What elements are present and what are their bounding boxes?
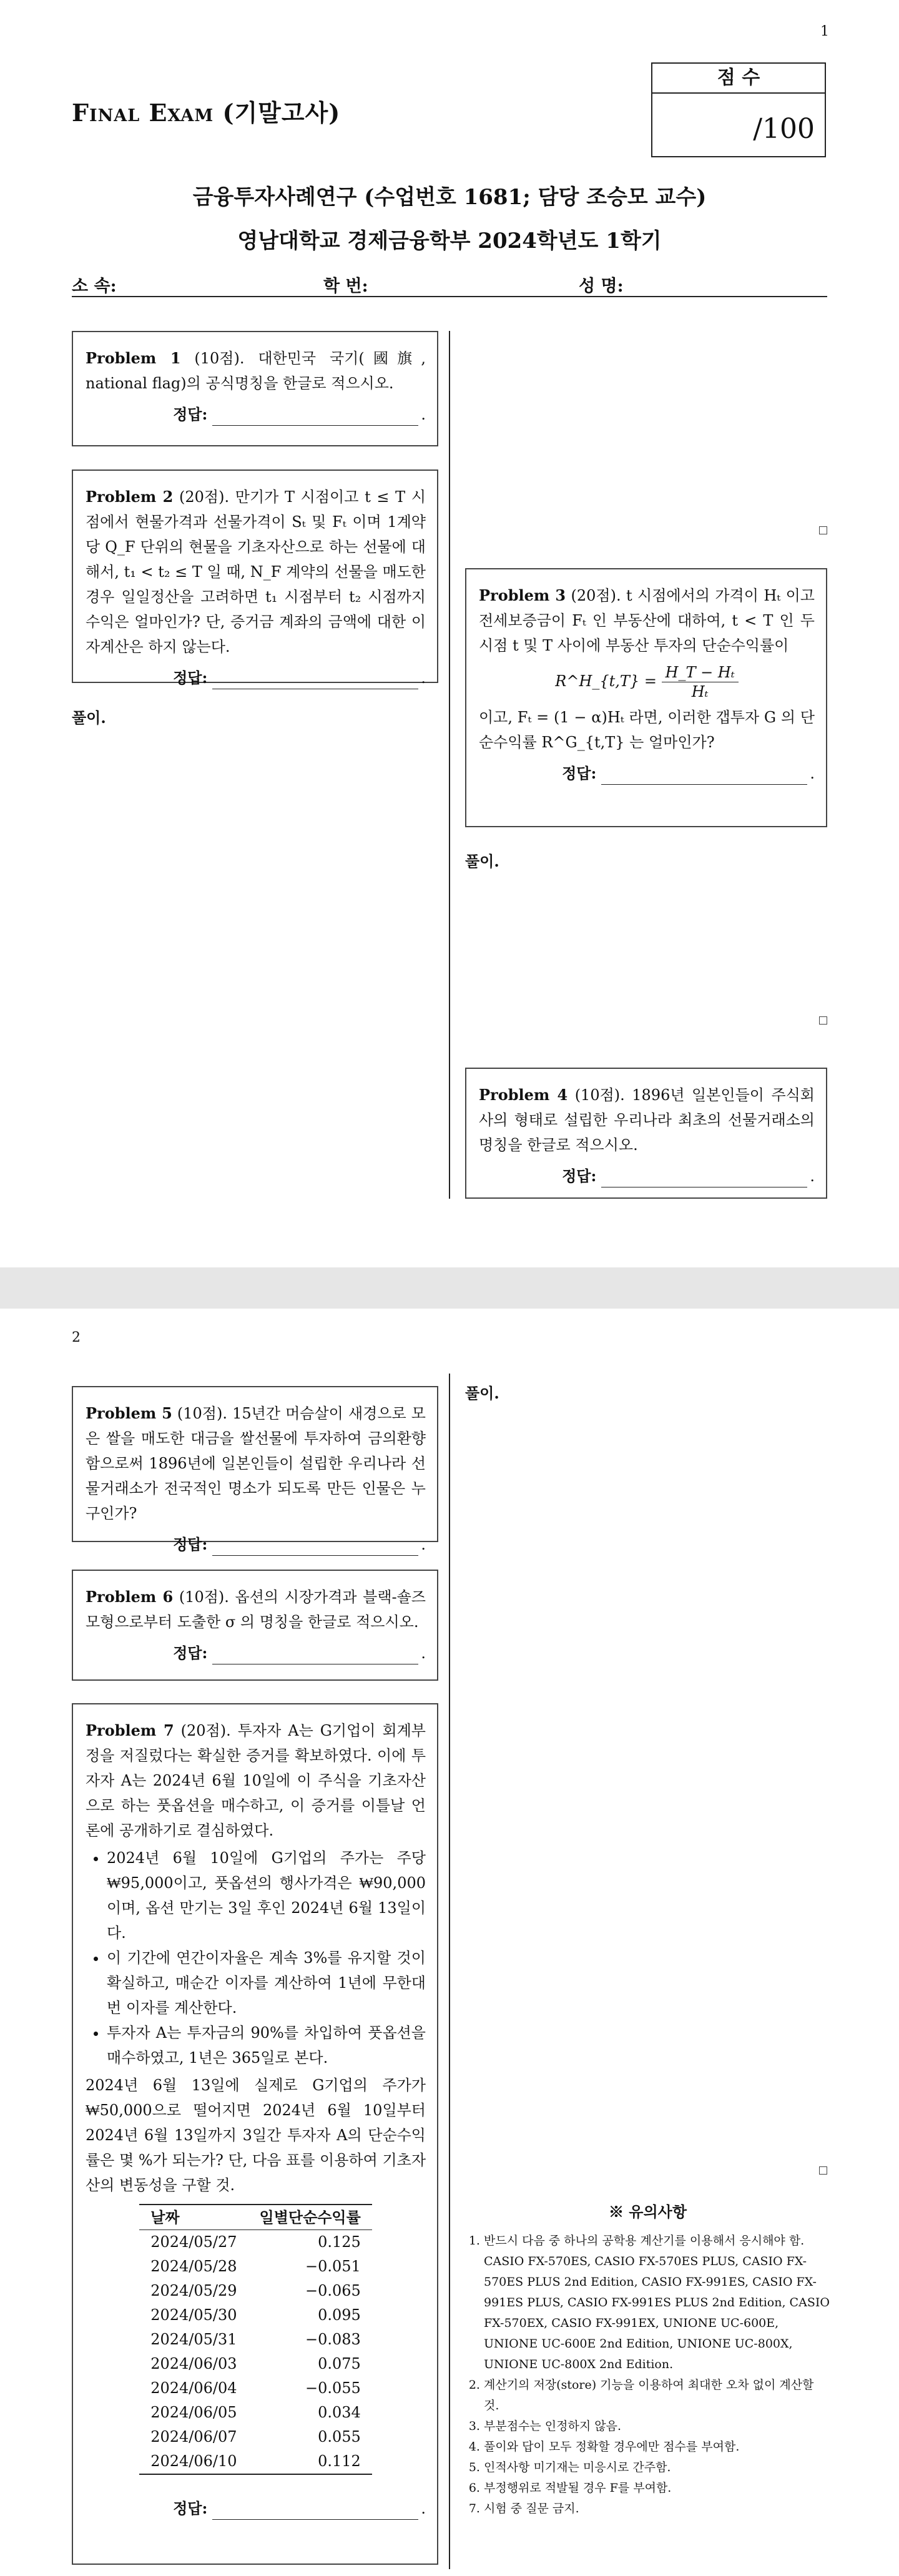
course-subtitle: 영남대학교 경제금융학부 2024학년도 1학기 — [237, 229, 662, 253]
table-row — [139, 2254, 372, 2279]
problem-7-points: (20점). — [180, 1722, 231, 1739]
problem-5-text: 15년간 머슴살이 새경으로 모은 쌀을 매도한 대금을 쌀선물에 투자하여 금의환향함으로써 1896년에 일본인들이 설립한 우리나라 선물거래소가 전국적인 명소가 되도록 만든 인물은 누구인가? — [86, 1405, 426, 1522]
table-row — [139, 2328, 372, 2352]
course-title: 금융투자사례연구 (수업번호 1681; 담당 조승모 교수) — [192, 185, 707, 210]
student-id-label: 학 번: — [323, 277, 368, 296]
return-cell: 0.095 — [318, 2306, 361, 2324]
problem-1-points: (10점). — [194, 350, 245, 367]
note-item: 1. 반드시 다음 중 하나의 공학용 계산기를 이용해서 응시해야 함. CASIO FX-570ES, CASIO FX-570ES PLUS, CASIO FX-570ES PLUS 2nd Edition, CASIO FX-991ES, CASIO FX-991ES PLUS, CASIO FX-991ES PLUS 2nd Edition, CASIO FX-570EX, CASIO FX-991EX, UNIONE UC-600E, UNIONE UC-600E 2nd Edition, UNIONE UC-800X, UNIONE UC-800X 2nd Edition. — [484, 2231, 830, 2375]
condition-item: • 2024년 6월 10일에 G기업의 주가는 주당 ₩95,000이고, 풋옵션의 행사가격은 ₩90,000이며, 옵션 만기는 3일 후인 2024년 6월 13일이다. — [107, 1846, 426, 1945]
table-row — [139, 2401, 372, 2425]
exam-notes — [465, 2201, 830, 2519]
name-label: 성 명: — [579, 277, 624, 296]
date-cell: 2024/06/10 — [139, 2449, 248, 2474]
problem-3-title: Problem 3 — [479, 586, 566, 604]
problem-7-conditions — [86, 1846, 426, 2070]
answer-line[interactable] — [212, 406, 418, 426]
date-cell: 2024/05/29 — [150, 2282, 237, 2299]
problem-3-formula — [479, 663, 815, 701]
problem-3-text: t 시점에서의 가격이 Hₜ 이고 전세보증금이 Fₜ 인 부동산에 대하여, t < T 인 두 시점 t 및 T 사이에 부동산 투자의 단순수익률이 — [479, 587, 815, 654]
problem-4-box — [465, 1068, 827, 1199]
return-cell: 0.075 — [318, 2355, 361, 2372]
return-cell: −0.055 — [305, 2379, 361, 2397]
notes-list — [465, 2231, 830, 2519]
problem-6-title: Problem 6 — [86, 1588, 174, 1606]
notes-title: ※ 유의사항 — [608, 2203, 687, 2221]
problem-7-title: Problem 7 — [86, 1721, 174, 1739]
return-cell: 0.125 — [318, 2233, 361, 2251]
table-row — [139, 2230, 372, 2255]
answer-line[interactable] — [212, 2500, 418, 2520]
note-item: 7. 시험 중 질문 금지. — [484, 2499, 830, 2519]
problem-3-text-after: 이고, Fₜ = (1 − α)Hₜ 라면, 이러한 갭투자 G 의 단순수익률 R^G_{t,T} 는 얼마인가? — [479, 709, 815, 751]
exam-page-1 — [0, 0, 899, 1267]
problem-5-box — [72, 1386, 438, 1553]
solution-label: 풀이. — [465, 852, 499, 870]
answer-field: 정답: . — [86, 2497, 426, 2520]
date-cell: 2024/05/30 — [150, 2306, 237, 2324]
return-cell: 0.055 — [318, 2428, 361, 2446]
table-row — [139, 2425, 372, 2449]
table-row — [139, 2449, 372, 2474]
formula-lhs: R^H_{t,T} = — [555, 672, 657, 690]
answer-label: 정답: — [173, 405, 208, 423]
return-cell: 0.034 — [318, 2404, 361, 2421]
problem-7-question: 2024년 6월 13일에 실제로 G기업의 주가가 ₩50,000으로 떨어지면 2024년 6월 10일부터 2024년 6월 13일까지 3일간 투자자 A의 단순수익률은 몇 %가 되는가? 단, 다음 표를 이용하여 기초자산의 변동성을 구할 것. — [86, 2077, 426, 2194]
problem-6-points: (10점). — [179, 1588, 229, 1606]
answer-label: 정답: — [173, 1644, 208, 1662]
answer-field: 정답: . — [86, 403, 426, 426]
answer-line[interactable] — [212, 1536, 418, 1556]
problem-7-box — [72, 1703, 438, 2565]
problem-3-points: (20점). — [571, 587, 621, 604]
answer-label: 정답: — [562, 1167, 597, 1185]
answer-label: 정답: — [173, 2499, 208, 2517]
date-cell: 2024/05/27 — [150, 2233, 237, 2251]
problem-2-box — [72, 469, 438, 687]
problem-3-box — [465, 568, 827, 827]
note-item: 2. 계산기의 저장(store) 기능을 이용하여 최대한 오차 없이 계산할 것. — [484, 2375, 830, 2416]
problem-6-box — [72, 1570, 438, 1681]
problem-1-title: Problem 1 — [86, 349, 181, 367]
date-column-header: 날짜 — [139, 2205, 248, 2230]
checkbox-marker — [819, 1016, 827, 1025]
date-cell: 2024/06/07 — [150, 2428, 237, 2446]
answer-field: 정답: . — [86, 667, 426, 689]
answer-field: 정답: . — [86, 1533, 426, 1556]
score-value: /100 — [753, 113, 815, 145]
exam-page-2 — [0, 1309, 899, 2576]
table-row — [139, 2352, 372, 2376]
problem-6-text: 옵션의 시장가격과 블랙-숄즈 모형으로부터 도출한 σ 의 명칭을 한글로 적으시오. — [86, 1588, 426, 1631]
checkbox-marker — [819, 2166, 827, 2175]
return-cell: −0.051 — [305, 2258, 361, 2275]
date-cell: 2024/06/04 — [150, 2379, 237, 2397]
answer-label: 정답: — [173, 1535, 208, 1553]
column-divider — [449, 1374, 450, 2569]
note-item: 4. 풀이와 답이 모두 정확할 경우에만 점수를 부여함. — [484, 2437, 830, 2457]
column-divider — [449, 331, 450, 1199]
problem-2-text: 만기가 T 시점이고 t ≤ T 시점에서 현물가격과 선물가격이 Sₜ 및 Fₜ 이며 1계약당 Q_F 단위의 현물을 기초자산으로 하는 선물에 대해서, t₁ < t₂ ≤ T 일 때, N_F 계약의 선물을 매도한 경우 일일정산을 고려하면 t₁ 시점부터 t₂ 시점까지 수익은 얼마인가? 단, 증거금 계좌의 금액에 대한 이자계산은 하지 않는다. — [86, 488, 426, 656]
table-row — [139, 2279, 372, 2303]
note-item: 5. 인적사항 미기재는 미응시로 간주함. — [484, 2457, 830, 2478]
problem-4-text: 1896년 일본인들이 주식회사의 형태로 설립한 우리나라 최초의 선물거래소의 명칭을 한글로 적으시오. — [479, 1086, 815, 1154]
page-number: 1 — [820, 24, 829, 39]
score-label: 점 수 — [652, 64, 825, 94]
problem-2-title: Problem 2 — [86, 488, 174, 506]
affiliation-label: 소 속: — [72, 277, 117, 296]
condition-item: • 이 기간에 연간이자율은 계속 3%를 유지할 것이 확실하고, 매순간 이자를 계산하여 1년에 무한대번 이자를 계산한다. — [107, 1945, 426, 2020]
return-column-header: 일별단순수익률 — [248, 2205, 372, 2230]
problem-5-title: Problem 5 — [86, 1404, 172, 1422]
problem-5-points: (10점). — [177, 1405, 227, 1422]
problem-7-intro: 투자자 A는 G기업이 회계부정을 저질렀다는 확실한 증거를 확보하였다. 이에 투자자 A는 2024년 6월 10일에 이 주식을 기초자산으로 하는 풋옵션을 매수하고, 이 증거를 이틀날 언론에 공개하기로 결심하였다. — [86, 1722, 426, 1839]
formula-denominator: Hₜ — [691, 683, 709, 701]
problem-1-text: 대한민국 국기(國旗, national flag)의 공식명칭을 한글로 적으시오. — [86, 350, 426, 392]
note-item: 6. 부정행위로 적발될 경우 F를 부여함. — [484, 2478, 830, 2499]
date-cell: 2024/06/03 — [150, 2355, 237, 2372]
table-header-row — [139, 2205, 372, 2230]
answer-label: 정답: — [562, 764, 597, 782]
solution-label: 풀이. — [465, 1384, 499, 1402]
answer-line[interactable] — [601, 1168, 807, 1187]
return-cell: 0.112 — [248, 2449, 372, 2474]
answer-line[interactable] — [601, 765, 807, 785]
answer-field: 정답: . — [86, 1642, 426, 1664]
note-item: 3. 부분점수는 인정하지 않음. — [484, 2416, 830, 2437]
return-cell: −0.083 — [305, 2331, 361, 2348]
checkbox-marker — [819, 526, 827, 534]
answer-field: 정답: . — [479, 762, 815, 785]
answer-line[interactable] — [212, 1645, 418, 1664]
problem-2-points: (20점). — [179, 488, 230, 506]
date-cell: 2024/05/28 — [150, 2258, 237, 2275]
solution-label: 풀이. — [72, 709, 106, 727]
returns-table — [139, 2204, 372, 2475]
condition-item: • 투자자 A는 투자금의 90%를 차입하여 풋옵션을 매수하였고, 1년은 365일로 본다. — [107, 2020, 426, 2070]
table-row — [139, 2303, 372, 2328]
date-cell: 2024/05/31 — [150, 2331, 237, 2348]
problem-1-box — [72, 331, 438, 446]
return-cell: −0.065 — [305, 2282, 361, 2299]
date-cell: 2024/06/05 — [150, 2404, 237, 2421]
table-row — [139, 2376, 372, 2401]
problem-4-points: (10점). — [574, 1086, 625, 1104]
student-info-row — [72, 270, 827, 297]
score-box — [651, 62, 826, 157]
answer-field: 정답: . — [479, 1165, 815, 1187]
answer-line[interactable] — [212, 670, 418, 689]
formula-numerator: H_T − Hₜ — [662, 663, 739, 682]
exam-title: Final Exam (기말고사) — [72, 99, 341, 127]
problem-4-title: Problem 4 — [479, 1086, 568, 1104]
page-number: 2 — [72, 1330, 81, 1345]
answer-label: 정답: — [173, 669, 208, 687]
